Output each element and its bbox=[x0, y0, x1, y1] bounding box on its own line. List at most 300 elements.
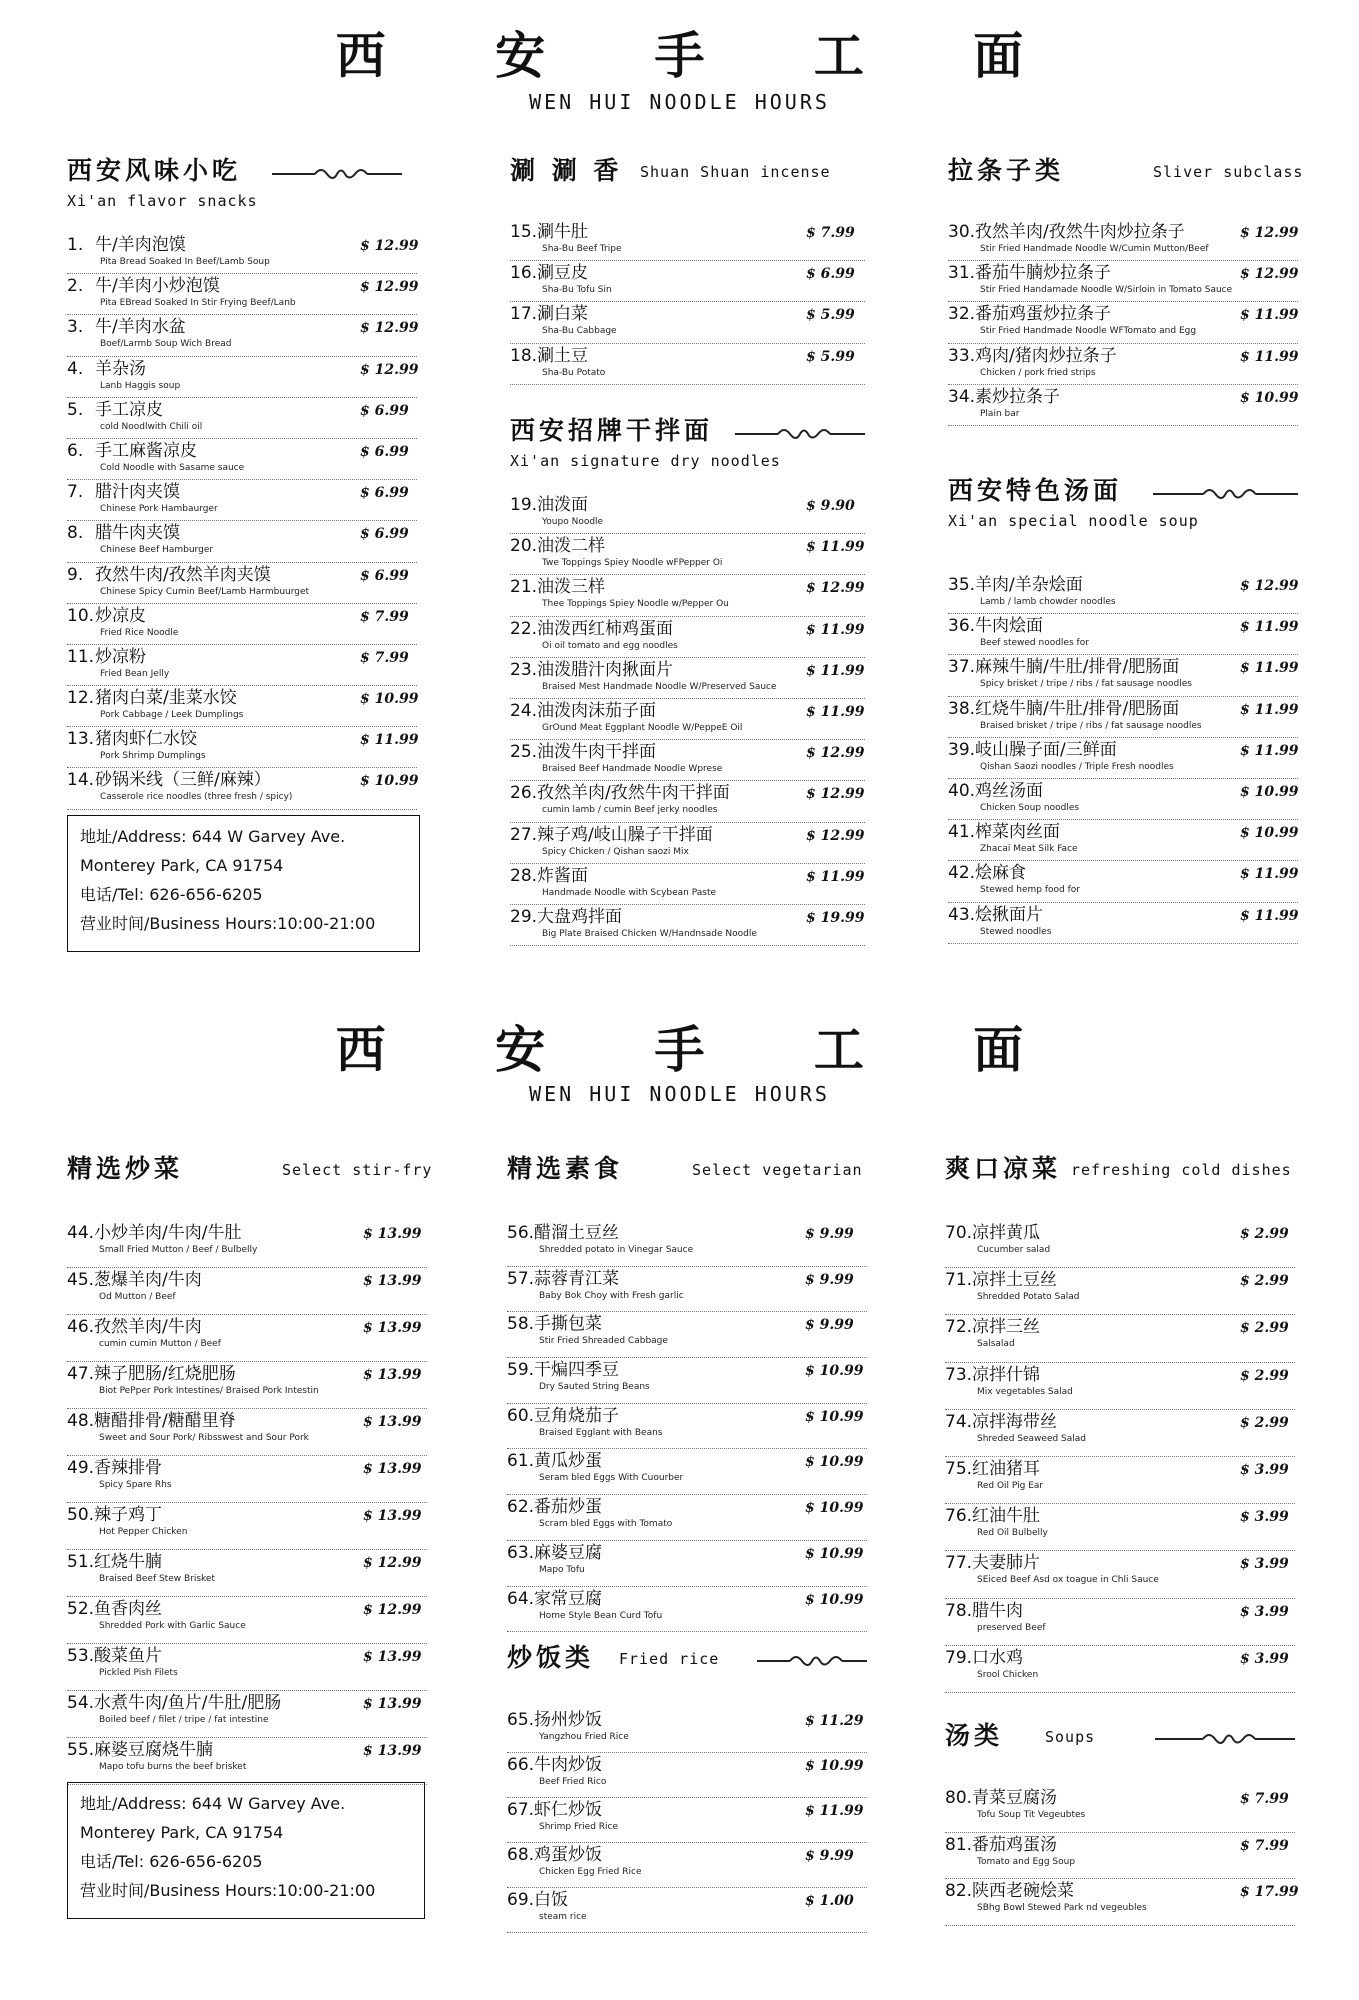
menu-item-price: $ 6.99 bbox=[360, 443, 409, 460]
menu-item-name bbox=[948, 822, 1060, 842]
menu-item-cn: 素炒拉条子 bbox=[975, 386, 1061, 407]
menu-item-en: Chicken Egg Fried Rice bbox=[539, 1867, 642, 1877]
menu-item-en: Sha-Bu Tofu Sin bbox=[542, 285, 612, 296]
menu-item-en: Braised brisket / tripe / ribs / fat sausage noodles bbox=[980, 720, 1202, 731]
menu-item-name bbox=[945, 1412, 1057, 1432]
menu-item-en: Chinese Beef Hamburger bbox=[100, 545, 214, 556]
menu-item-cn: 炸酱面 bbox=[537, 865, 589, 886]
menu-item-number: 23. bbox=[510, 659, 538, 680]
menu-item-en: Seram bled Eggs With Cuourber bbox=[539, 1473, 684, 1484]
menu-item bbox=[945, 1410, 1295, 1457]
menu-item-list bbox=[945, 1221, 1295, 1693]
menu-item bbox=[510, 864, 865, 905]
menu-item-number: 30. bbox=[948, 222, 976, 242]
menu-item-cn: 牛/羊肉水盆 bbox=[95, 317, 186, 338]
menu-item-number: 32. bbox=[948, 304, 976, 325]
menu-item bbox=[507, 1221, 867, 1267]
menu-item bbox=[948, 655, 1298, 696]
menu-item-number: 63. bbox=[507, 1542, 535, 1563]
menu-item-en: Pickled Pish Filets bbox=[99, 1668, 178, 1678]
menu-item-name bbox=[67, 1317, 202, 1337]
section-title-cn: 炒饭类 bbox=[507, 1643, 595, 1672]
menu-item bbox=[948, 903, 1298, 944]
menu-item-en: Casserole rice noodles (three fresh / spicy) bbox=[100, 792, 293, 803]
menu-item bbox=[510, 905, 865, 946]
menu-item-name bbox=[67, 729, 197, 749]
menu-item-en: Baby Bok Choy with Fresh garlic bbox=[539, 1290, 684, 1301]
section-title-cn: 西安特色汤面 bbox=[948, 476, 1123, 505]
menu-item-name bbox=[510, 907, 622, 927]
menu-item bbox=[67, 1409, 427, 1456]
menu-item-price: $ 7.99 bbox=[360, 608, 409, 625]
menu-item-number: 78. bbox=[945, 1600, 973, 1621]
menu-item-price: $ 11.99 bbox=[806, 703, 865, 720]
menu-item-cn: 炒凉粉 bbox=[95, 646, 146, 667]
menu-item bbox=[67, 1221, 427, 1268]
menu-item-price: $ 3.99 bbox=[1240, 1603, 1289, 1620]
menu-item-en: GrOund Meat Eggplant Noodle W/PeppeE Oil bbox=[542, 722, 743, 733]
menu-item-name bbox=[510, 495, 588, 515]
menu-item-cn: 猪肉虾仁水饺 bbox=[95, 729, 197, 750]
menu-item-en: Braised Beef Stew Brisket bbox=[99, 1574, 215, 1584]
section-fried-rice bbox=[507, 1642, 867, 1922]
menu-subtitle: WEN HUI NOODLE HOURS bbox=[529, 90, 830, 114]
menu-item-en: Stir Fried Handmade Noodle W/Cumin Mutton/Beef bbox=[980, 244, 1209, 254]
menu-item-name bbox=[507, 1451, 602, 1471]
menu-item-price: $ 10.99 bbox=[360, 773, 419, 790]
menu-item-en: Lamb / lamb chowder noodles bbox=[980, 597, 1116, 607]
menu-item-en: Big Plate Braised Chicken W/Handnsade Noodle bbox=[542, 928, 757, 939]
section-header bbox=[510, 415, 865, 449]
menu-item-number: 74. bbox=[945, 1411, 973, 1432]
menu-item bbox=[507, 1267, 867, 1313]
menu-item-price: $ 12.99 bbox=[1240, 225, 1299, 241]
menu-item-price: $ 11.99 bbox=[806, 539, 865, 556]
ornament-divider bbox=[1153, 489, 1298, 499]
menu-item-number: 14. bbox=[67, 770, 95, 791]
menu-item-cn: 手工麻酱凉皮 bbox=[95, 440, 197, 461]
menu-item bbox=[948, 861, 1298, 902]
menu-item-cn: 孜然羊肉/孜然牛肉干拌面 bbox=[537, 783, 730, 804]
menu-item-en: Boiled beef / filet / tripe / fat intestine bbox=[99, 1715, 269, 1725]
menu-item-name bbox=[507, 1406, 619, 1426]
menu-item-price: $ 6.99 bbox=[360, 526, 409, 543]
menu-item-en: Stir Fried Handamade Noodle W/Sirloin in Tomato Sauce bbox=[980, 285, 1233, 296]
menu-item-price: $ 10.99 bbox=[360, 691, 419, 708]
menu-item-price: $ 13.99 bbox=[363, 1273, 422, 1289]
menu-item-cn: 鸡蛋炒饭 bbox=[534, 1845, 603, 1865]
menu-item-price: $ 3.99 bbox=[1240, 1556, 1289, 1573]
menu-item bbox=[948, 697, 1298, 738]
menu-item bbox=[507, 1404, 867, 1450]
section-header bbox=[507, 1642, 867, 1676]
menu-item-number: 56. bbox=[507, 1223, 535, 1243]
menu-item-name bbox=[67, 1458, 162, 1478]
menu-item-list bbox=[510, 493, 865, 946]
menu-item-en: Od Mutton / Beef bbox=[99, 1292, 176, 1302]
menu-item-price: $ 12.99 bbox=[363, 1602, 422, 1618]
section-header bbox=[67, 1153, 433, 1187]
menu-item bbox=[510, 617, 865, 658]
menu-item-cn: 黄瓜炒蛋 bbox=[534, 1451, 603, 1472]
menu-item-price: $ 9.99 bbox=[805, 1317, 854, 1334]
menu-item-list bbox=[67, 1221, 427, 1785]
menu-item-en: Chicken Soup noodles bbox=[980, 802, 1080, 813]
menu-item-cn: 牛/羊肉泡馍 bbox=[95, 235, 186, 255]
menu-item-price: $ 11.99 bbox=[805, 1803, 864, 1819]
menu-item-cn: 麻婆豆腐 bbox=[534, 1542, 603, 1563]
menu-item-name bbox=[945, 1223, 1040, 1243]
menu-item-cn: 凉拌土豆丝 bbox=[972, 1270, 1058, 1291]
menu-item-name bbox=[67, 359, 146, 379]
menu-item-price: $ 11.29 bbox=[805, 1713, 864, 1729]
menu-item-number: 69. bbox=[507, 1890, 535, 1910]
menu-item-cn: 红油猪耳 bbox=[972, 1458, 1041, 1479]
menu-item-name bbox=[948, 346, 1117, 366]
menu-item-name bbox=[945, 1648, 1023, 1668]
menu-item-name bbox=[948, 740, 1117, 760]
menu-item-number: 5. bbox=[67, 399, 84, 420]
menu-item-number: 77. bbox=[945, 1553, 973, 1574]
menu-item-cn: 辣子鸡/岐山臊子干拌面 bbox=[537, 824, 713, 845]
menu-item-cn: 牛/羊肉小炒泡馍 bbox=[95, 276, 220, 297]
menu-item-name bbox=[510, 536, 605, 556]
menu-item-price: $ 9.90 bbox=[806, 498, 855, 514]
menu-item-name bbox=[67, 441, 197, 461]
menu-item-price: $ 17.99 bbox=[1240, 1884, 1299, 1900]
menu-item-en: Tofu Soup Tit Vegeubtes bbox=[977, 1810, 1086, 1820]
menu-item bbox=[945, 1833, 1295, 1880]
menu-item-number: 21. bbox=[510, 577, 538, 598]
menu-item bbox=[67, 645, 417, 686]
menu-item-cn: 红烧牛腩/牛肚/排骨/肥肠面 bbox=[975, 698, 1180, 719]
menu-item-name bbox=[948, 699, 1179, 719]
menu-item-en: Handmade Noodle with Scybean Paste bbox=[542, 887, 717, 898]
menu-item-number: 61. bbox=[507, 1451, 535, 1472]
menu-item-number: 50. bbox=[67, 1505, 95, 1525]
menu-item-en: Red Oil Pig Ear bbox=[977, 1480, 1044, 1491]
menu-item-price: $ 12.99 bbox=[806, 580, 865, 597]
menu-item-name bbox=[67, 1740, 213, 1760]
menu-item-cn: 涮白菜 bbox=[537, 304, 589, 325]
menu-item-price: $ 19.99 bbox=[806, 909, 865, 926]
menu-item-price: $ 11.99 bbox=[1240, 907, 1299, 924]
info-box-2 bbox=[67, 1782, 425, 1919]
menu-item-name bbox=[507, 1360, 619, 1380]
menu-item-cn: 凉拌三丝 bbox=[972, 1317, 1041, 1338]
menu-item-number: 73. bbox=[945, 1364, 973, 1385]
menu-item-en: Braised Egglant with Beans bbox=[539, 1427, 663, 1438]
menu-item-name bbox=[507, 1800, 602, 1820]
menu-item-cn: 水煮牛肉/鱼片/牛肚/肥肠 bbox=[94, 1693, 282, 1713]
info-box-1 bbox=[67, 815, 420, 952]
menu-item-en: Stewed noodles bbox=[980, 926, 1052, 937]
menu-item-price: $ 7.99 bbox=[806, 225, 855, 241]
phone-line: 电话/Tel: 626-656-6205 bbox=[80, 885, 263, 904]
menu-item-en: Lanb Haggis soup bbox=[100, 380, 181, 391]
menu-item-cn: 酸菜鱼片 bbox=[94, 1646, 163, 1666]
menu-item-number: 29. bbox=[510, 906, 538, 927]
menu-item-en: Home Style Bean Curd Tofu bbox=[539, 1610, 663, 1621]
section-header bbox=[948, 155, 1304, 189]
section-latiaozi bbox=[948, 155, 1304, 419]
menu-item-en: Beef stewed noodles for bbox=[980, 638, 1089, 649]
section-dry-noodles bbox=[510, 415, 865, 939]
menu-item bbox=[510, 344, 865, 385]
menu-item-en: Pita Bread Soaked In Beef/Lamb Soup bbox=[100, 257, 270, 267]
menu-item-price: $ 11.99 bbox=[1240, 619, 1299, 636]
section-title-cn: 精选素食 bbox=[507, 1154, 624, 1183]
menu-title-2: 西 安 手 工 面 bbox=[335, 1020, 1070, 1079]
hours-line: 营业时间/Business Hours:10:00-21:00 bbox=[80, 914, 376, 933]
menu-item-name bbox=[948, 263, 1111, 283]
menu-item-price: $ 12.99 bbox=[806, 745, 865, 762]
menu-item-number: 47. bbox=[67, 1364, 95, 1384]
menu-item-number: 49. bbox=[67, 1458, 95, 1478]
menu-item-cn: 干煸四季豆 bbox=[534, 1360, 620, 1381]
section-title-en: Xi'an flavor snacks bbox=[67, 192, 258, 210]
menu-item-number: 20. bbox=[510, 536, 538, 557]
menu-item-list bbox=[67, 233, 417, 810]
section-title-cn: 爽口凉菜 bbox=[945, 1154, 1062, 1183]
menu-item-price: $ 10.99 bbox=[805, 1758, 864, 1774]
menu-item-name bbox=[948, 781, 1043, 801]
menu-item-cn: 口水鸡 bbox=[972, 1647, 1024, 1668]
section-stir-fry bbox=[67, 1153, 433, 1772]
menu-item-en: Sha-Bu Potato bbox=[542, 367, 606, 378]
menu-item bbox=[510, 781, 865, 822]
menu-item-number: 75. bbox=[945, 1458, 973, 1479]
menu-item-en: Chinese Pork Hambaurger bbox=[100, 504, 218, 515]
menu-item-cn: 油泼腊汁肉揪面片 bbox=[537, 659, 674, 680]
menu-item-price: $ 11.99 bbox=[806, 868, 865, 885]
menu-item bbox=[507, 1798, 867, 1843]
menu-item-name bbox=[507, 1497, 602, 1517]
section-title-en: Select vegetarian bbox=[692, 1161, 863, 1179]
menu-item-en: Fried Bean Jelly bbox=[100, 668, 170, 679]
menu-item-cn: 岐山臊子面/三鲜面 bbox=[975, 739, 1117, 760]
menu-item-en: SEiced Beef Asd ox toague in Chli Sauce bbox=[977, 1575, 1159, 1586]
menu-item-name bbox=[67, 276, 220, 296]
menu-item-en: SBhg Bowl Stewed Park nd vegeubles bbox=[977, 1903, 1147, 1913]
menu-item bbox=[67, 1268, 427, 1315]
menu-item-name bbox=[67, 235, 186, 255]
menu-item bbox=[945, 1551, 1295, 1598]
menu-item-price: $ 11.99 bbox=[1240, 307, 1299, 324]
menu-item-cn: 油泼肉沫茄子面 bbox=[537, 700, 657, 721]
menu-item-list bbox=[945, 1786, 1299, 1926]
section-title-cn: 汤类 bbox=[945, 1721, 1004, 1750]
hours-line-b: 营业时间/Business Hours:10:00-21:00 bbox=[80, 1881, 376, 1900]
menu-item-price: $ 13.99 bbox=[363, 1696, 422, 1712]
section-title-cn: 精选炒菜 bbox=[67, 1154, 184, 1183]
menu-item-name bbox=[945, 1506, 1040, 1526]
menu-item-price: $ 11.99 bbox=[1240, 701, 1299, 718]
menu-item bbox=[948, 385, 1298, 426]
menu-item bbox=[67, 357, 417, 398]
menu-item-number: 40. bbox=[948, 780, 976, 801]
menu-item bbox=[945, 1504, 1295, 1551]
section-title-en: Sliver subclass bbox=[1153, 163, 1304, 181]
menu-item-number: 58. bbox=[507, 1314, 535, 1335]
menu-item-cn: 孜然羊肉/牛肉 bbox=[94, 1317, 202, 1337]
menu-item-name bbox=[510, 577, 605, 597]
menu-item bbox=[948, 573, 1298, 614]
menu-item-number: 12. bbox=[67, 688, 95, 709]
menu-item bbox=[510, 302, 865, 343]
menu-item-number: 41. bbox=[948, 822, 976, 843]
menu-item-cn: 手撕包菜 bbox=[534, 1314, 603, 1335]
menu-item-price: $ 11.99 bbox=[1240, 348, 1299, 365]
menu-item-name bbox=[507, 1223, 619, 1243]
menu-item-number: 6. bbox=[67, 440, 84, 461]
menu-item-en: cold Noodlwith Chili oil bbox=[100, 421, 203, 432]
menu-item-name bbox=[510, 619, 673, 639]
menu-item bbox=[945, 1268, 1295, 1315]
menu-item-cn: 羊杂汤 bbox=[95, 358, 146, 379]
menu-item-price: $ 7.99 bbox=[360, 649, 409, 666]
menu-item-en: Shredded Potato Salad bbox=[977, 1292, 1080, 1303]
menu-item-cn: 孜然牛肉/孜然羊肉夹馍 bbox=[95, 564, 271, 585]
menu-item-number: 67. bbox=[507, 1800, 535, 1820]
menu-item-cn: 油泼三样 bbox=[537, 577, 606, 598]
menu-item-name bbox=[945, 1553, 1040, 1573]
menu-item-cn: 番茄鸡蛋炒拉条子 bbox=[975, 304, 1112, 325]
menu-item-en: Tomato and Egg Soup bbox=[977, 1856, 1076, 1867]
menu-item-cn: 小炒羊肉/牛肉/牛肚 bbox=[94, 1223, 242, 1243]
menu-item-en: steam rice bbox=[539, 1912, 587, 1922]
menu-item-en: Plain bar bbox=[980, 408, 1020, 419]
section-title-en: Xi'an signature dry noodles bbox=[510, 452, 781, 470]
menu-item-price: $ 11.99 bbox=[1240, 742, 1299, 759]
menu-item-en: Stir Fried Handmade Noodle WFTomato and Egg bbox=[980, 326, 1197, 337]
menu-item-number: 13. bbox=[67, 729, 95, 750]
menu-item-en: Qishan Saozi noodles / Triple Fresh noodles bbox=[980, 761, 1174, 772]
menu-item-en: Sweet and Sour Pork/ Ribsswest and Sour Pork bbox=[99, 1433, 309, 1443]
menu-item-list bbox=[948, 573, 1298, 944]
menu-item-price: $ 13.99 bbox=[363, 1743, 422, 1759]
menu-item-number: 8. bbox=[67, 523, 84, 544]
menu-item-price: $ 10.99 bbox=[805, 1500, 864, 1517]
menu-item-number: 42. bbox=[948, 863, 976, 884]
menu-item-en: Mix vegetables Salad bbox=[977, 1386, 1073, 1397]
menu-item-number: 54. bbox=[67, 1693, 95, 1713]
menu-item bbox=[945, 1315, 1295, 1362]
menu-item-name bbox=[945, 1835, 1057, 1855]
menu-item-price: $ 10.99 bbox=[805, 1454, 864, 1471]
ornament-divider bbox=[735, 429, 865, 439]
menu-item-price: $ 6.99 bbox=[806, 266, 855, 283]
menu-item-name bbox=[67, 770, 271, 790]
menu-item-number: 60. bbox=[507, 1405, 535, 1426]
menu-item-cn: 猪肉白菜/韭菜水饺 bbox=[95, 688, 237, 709]
menu-item-name bbox=[510, 263, 588, 283]
menu-item bbox=[945, 1879, 1299, 1926]
menu-item-name bbox=[67, 400, 163, 420]
menu-item bbox=[67, 398, 417, 439]
menu-item-number: 59. bbox=[507, 1360, 535, 1381]
menu-item-list bbox=[507, 1708, 867, 1933]
menu-item bbox=[67, 1550, 427, 1597]
menu-item-number: 36. bbox=[948, 616, 976, 637]
menu-item bbox=[945, 1363, 1295, 1410]
menu-item-name bbox=[507, 1589, 602, 1609]
menu-item-number: 55. bbox=[67, 1740, 95, 1760]
menu-item-en: Mapo Tofu bbox=[539, 1564, 585, 1575]
section-header bbox=[945, 1153, 1295, 1187]
menu-item-price: $ 3.99 bbox=[1240, 1509, 1289, 1526]
menu-item-cn: 鸡肉/猪肉炒拉条子 bbox=[975, 345, 1117, 366]
menu-item-number: 52. bbox=[67, 1599, 95, 1619]
menu-item-cn: 红油牛肚 bbox=[972, 1506, 1041, 1527]
menu-item-en: Beef Fried Rico bbox=[539, 1777, 607, 1787]
menu-item bbox=[67, 604, 417, 645]
menu-item-en: Twe Toppings Spiey Noodle wFPepper Oi bbox=[542, 558, 723, 569]
section-title-en: Select stir-fry bbox=[282, 1161, 433, 1179]
menu-item-number: 9. bbox=[67, 564, 84, 585]
section-cold-dishes bbox=[945, 1153, 1295, 1680]
menu-item-name bbox=[948, 304, 1111, 324]
menu-item-name bbox=[510, 783, 730, 803]
menu-item-en: Oi oil tomato and egg noodles bbox=[542, 640, 678, 651]
ornament-divider bbox=[1155, 1734, 1295, 1744]
menu-item-cn: 牛肉烩面 bbox=[975, 616, 1044, 637]
menu-item-number: 51. bbox=[67, 1552, 95, 1572]
menu-item-price: $ 10.99 bbox=[805, 1545, 864, 1562]
menu-item bbox=[948, 220, 1298, 261]
menu-item-list bbox=[507, 1221, 867, 1632]
menu-item-number: 68. bbox=[507, 1845, 535, 1865]
menu-item-cn: 麻婆豆腐烧牛腩 bbox=[94, 1740, 214, 1760]
menu-item-name bbox=[507, 1755, 602, 1775]
menu-item-cn: 辣子鸡丁 bbox=[94, 1505, 163, 1525]
menu-item-cn: 油泼面 bbox=[537, 495, 589, 515]
menu-item bbox=[510, 658, 865, 699]
menu-item-price: $ 10.99 bbox=[1240, 825, 1299, 842]
menu-item-name bbox=[510, 701, 656, 721]
menu-item-number: 28. bbox=[510, 865, 538, 886]
menu-item-name bbox=[945, 1365, 1040, 1385]
menu-item-price: $ 9.99 bbox=[805, 1226, 854, 1242]
address-line-1: 地址/Address: 644 W Garvey Ave. bbox=[80, 827, 346, 846]
menu-item-cn: 炒凉皮 bbox=[95, 605, 146, 626]
menu-item-en: Chinese Spicy Cumin Beef/Lamb Harmbuurget bbox=[100, 586, 310, 597]
menu-item-number: 76. bbox=[945, 1506, 973, 1527]
menu-item bbox=[67, 274, 417, 315]
menu-item-en: Dry Sauted String Beans bbox=[539, 1382, 650, 1393]
menu-item-number: 44. bbox=[67, 1223, 95, 1243]
menu-item-number: 45. bbox=[67, 1270, 95, 1290]
menu-item bbox=[67, 1738, 427, 1785]
menu-item-cn: 油泼西红柿鸡蛋面 bbox=[537, 618, 674, 639]
menu-item-name bbox=[945, 1459, 1040, 1479]
menu-item-number: 1. bbox=[67, 235, 84, 255]
menu-item-price: $ 3.99 bbox=[1240, 1461, 1289, 1478]
menu-item-en: Biot PePper Pork Intestines/ Braised Pork Intestin bbox=[99, 1386, 319, 1396]
menu-item bbox=[67, 1456, 427, 1503]
menu-item-cn: 辣子肥肠/红烧肥肠 bbox=[94, 1364, 236, 1384]
menu-item-name bbox=[67, 1223, 242, 1243]
menu-item-price: $ 2.99 bbox=[1240, 1414, 1289, 1431]
menu-item-cn: 油泼牛肉干拌面 bbox=[537, 742, 657, 763]
menu-item-cn: 涮牛肚 bbox=[537, 222, 589, 242]
menu-item-cn: 榨菜肉丝面 bbox=[975, 822, 1061, 843]
menu-item-price: $ 2.99 bbox=[1240, 1367, 1289, 1384]
menu-item-cn: 醋溜土豆丝 bbox=[534, 1223, 620, 1243]
menu-item-en: Scram bled Eggs with Tomato bbox=[539, 1519, 673, 1530]
menu-item bbox=[948, 614, 1298, 655]
menu-item-name bbox=[507, 1543, 602, 1563]
